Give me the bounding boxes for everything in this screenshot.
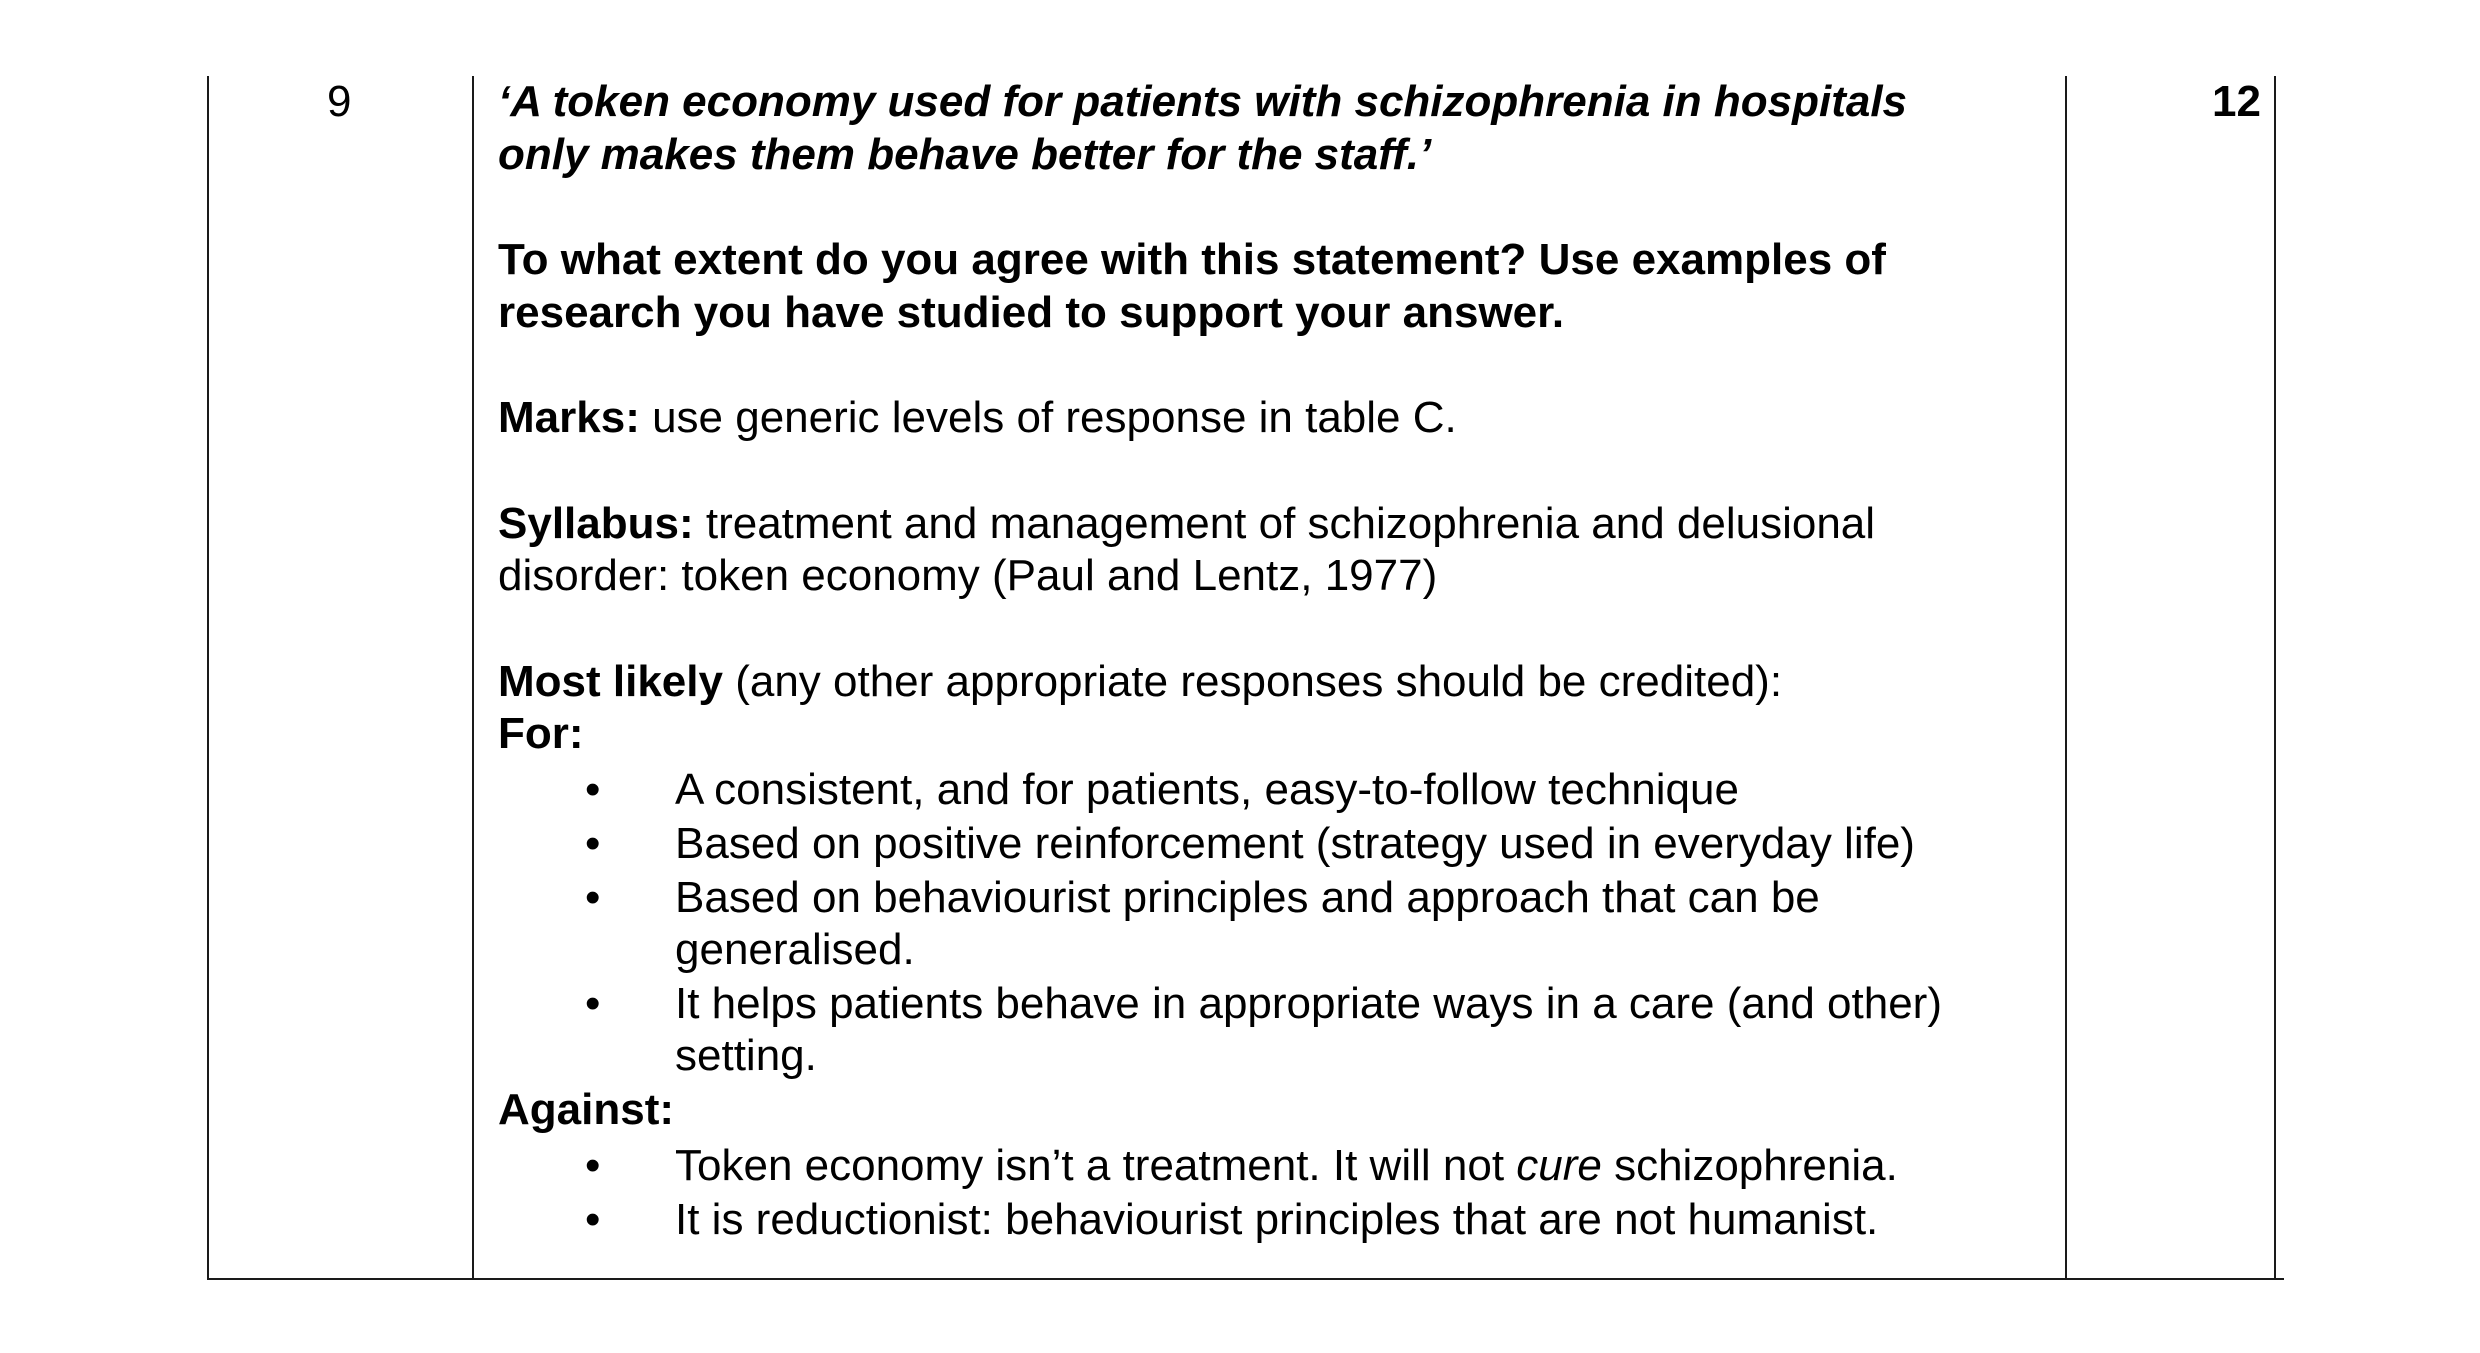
column-divider xyxy=(2065,76,2067,1280)
marks-total: 12 xyxy=(2212,77,2261,126)
question-number: 9 xyxy=(327,77,352,126)
marks-label: Marks: xyxy=(498,393,640,442)
list-item: • Token economy isn’t a treatment. It will not cure schizophrenia. xyxy=(585,1141,1898,1190)
list-item: • A consistent, and for patients, easy-to-follow technique xyxy=(585,765,1739,814)
marks-text: use generic levels of response in table C. xyxy=(639,393,1457,442)
bullet-icon: • xyxy=(585,765,601,814)
answer-guidance xyxy=(498,76,2058,1248)
bullet-icon: • xyxy=(585,1141,601,1190)
syllabus-reference: Syllabus: treatment and management of schizophrenia and delusional disorder: token economy (Paul and Lentz, 1977) xyxy=(498,498,1876,600)
list-item: • Based on behaviourist principles and approach that can be generalised. xyxy=(585,873,1820,974)
emphasis: cure xyxy=(1516,1141,1602,1190)
against-list xyxy=(498,1140,2058,1246)
bullet-icon: • xyxy=(585,819,601,868)
for-list xyxy=(498,764,2058,1082)
quoted-statement: ‘A token economy used for patients with schizophrenia in hospitals only makes them behave better for the staff.’ xyxy=(498,77,1908,179)
for-heading: For: xyxy=(498,709,584,758)
column-divider xyxy=(472,76,474,1280)
against-heading: Against: xyxy=(498,1085,674,1134)
bullet-icon: • xyxy=(585,873,601,922)
most-likely-label: Most likely xyxy=(498,656,723,706)
list-item: • It helps patients behave in appropriate ways in a care (and other) setting. xyxy=(585,979,1942,1080)
syllabus-label: Syllabus: xyxy=(498,498,694,548)
table-right-border xyxy=(2274,76,2276,1280)
marks-instruction xyxy=(498,392,2058,445)
list-item: • Based on positive reinforcement (strategy used in everyday life) xyxy=(585,819,1915,868)
list-item: • It is reductionist: behaviourist principles that are not humanist. xyxy=(585,1195,1879,1244)
most-likely-intro: Most likely (any other appropriate responses should be credited): xyxy=(498,656,1783,706)
bullet-icon: • xyxy=(585,1195,601,1244)
bullet-icon: • xyxy=(585,979,601,1028)
question-text: To what extent do you agree with this statement? Use examples of research you have studied to support your answer. xyxy=(498,235,1886,337)
